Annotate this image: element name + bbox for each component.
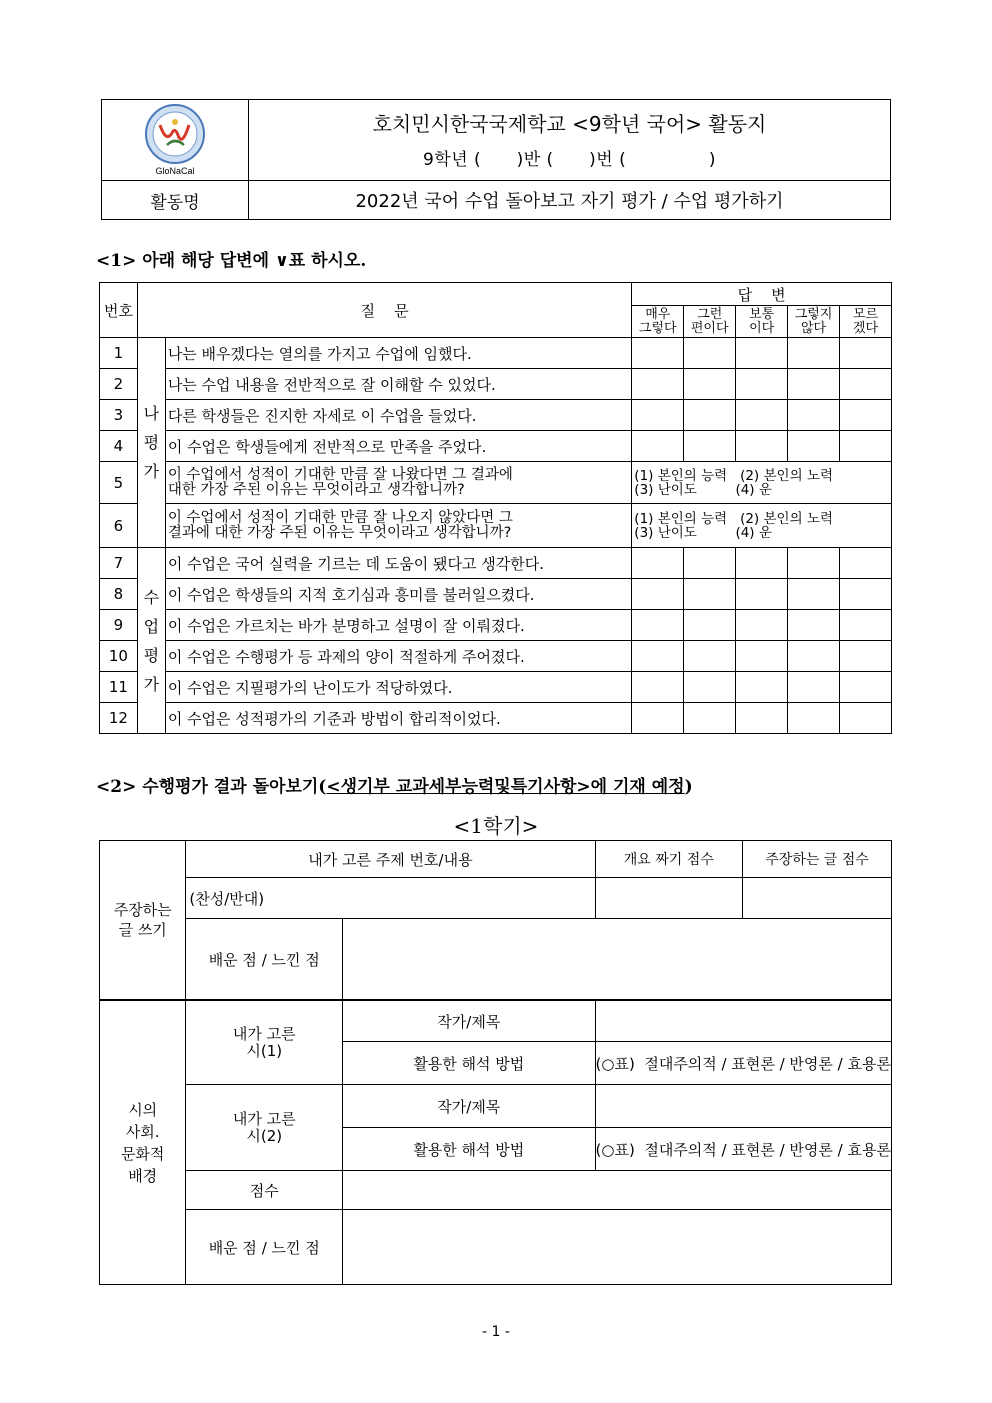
logo-caption: GloNaCal <box>155 166 195 176</box>
survey-row <box>100 672 892 703</box>
group-char: 나 <box>143 404 160 423</box>
answer-checkbox-cell[interactable] <box>632 703 684 734</box>
question-text: 이 수업에서 성적이 기대한 만큼 잘 나오지 않았다면 그 결과에 대한 가장 주된 이유는 무엇이라고 생각합니까? <box>165 504 631 548</box>
answer-checkbox-cell[interactable] <box>840 703 892 734</box>
answer-option-header: 그런 편이다 <box>684 306 736 338</box>
semester-heading: <1학기> <box>453 814 539 838</box>
answer-checkbox-cell[interactable] <box>840 641 892 672</box>
row-number: 5 <box>100 462 138 504</box>
survey-row <box>100 703 892 734</box>
answer-checkbox-cell[interactable] <box>788 338 840 369</box>
survey-row <box>100 548 892 579</box>
group-char: 평 <box>143 433 160 452</box>
answer-checkbox-cell[interactable] <box>632 548 684 579</box>
answer-checkbox-cell[interactable] <box>840 400 892 431</box>
answer-checkbox-cell[interactable] <box>632 579 684 610</box>
section2-title-underlined: <생기부 교과세부능력및특기사항>에 기재 예정 <box>326 777 685 797</box>
essay-score-field[interactable] <box>743 878 892 919</box>
answer-checkbox-cell[interactable] <box>840 338 892 369</box>
group-char: 가 <box>143 462 160 481</box>
group-char: 업 <box>143 616 160 636</box>
row-number: 7 <box>100 548 138 579</box>
survey-row <box>100 610 892 641</box>
student-info-line[interactable]: 9학년 ( )반 ( )번 ( ) <box>422 150 716 170</box>
answer-checkbox-cell[interactable] <box>632 400 684 431</box>
answer-checkbox-cell[interactable] <box>736 431 788 462</box>
answer-checkbox-cell[interactable] <box>788 672 840 703</box>
logo-cell <box>102 100 249 181</box>
answer-checkbox-cell[interactable] <box>684 548 736 579</box>
poem1-author-label: 작가/제목 <box>343 1000 595 1042</box>
answer-checkbox-cell[interactable] <box>840 369 892 400</box>
poem2-method-options[interactable]: (○표) 절대주의적 / 표현론 / 반영론 / 효용론 <box>595 1128 892 1171</box>
score-field[interactable] <box>343 1171 892 1210</box>
poem2-author-label: 작가/제목 <box>343 1085 595 1128</box>
survey-body <box>100 338 892 734</box>
question-text: 이 수업은 국어 실력을 기르는 데 도움이 됐다고 생각한다. <box>165 548 631 579</box>
question-text: 다른 학생들은 진지한 자세로 이 수업을 들었다. <box>165 400 631 431</box>
row-number: 12 <box>100 703 138 734</box>
answer-checkbox-cell[interactable] <box>840 610 892 641</box>
answer-checkbox-cell[interactable] <box>840 548 892 579</box>
answer-checkbox-cell[interactable] <box>736 338 788 369</box>
row-number: 9 <box>100 610 138 641</box>
learned2-label: 배운 점 / 느낀 점 <box>186 1210 343 1285</box>
learned2-field[interactable] <box>343 1210 892 1285</box>
answer-checkbox-cell[interactable] <box>632 369 684 400</box>
answer-checkbox-cell[interactable] <box>840 431 892 462</box>
header-table <box>101 99 891 220</box>
activity-name: 2022년 국어 수업 돌아보고 자기 평가 / 수업 평가하기 <box>249 181 891 220</box>
answer-option-header: 매우 그렇다 <box>632 306 684 338</box>
answer-checkbox-cell[interactable] <box>684 672 736 703</box>
title-cell <box>249 100 891 181</box>
survey-row <box>100 462 892 504</box>
answer-options-text[interactable]: (1) 본인의 능력 (2) 본인의 노력 (3) 난이도 (4) 운 <box>632 504 892 548</box>
answer-checkbox-cell[interactable] <box>840 579 892 610</box>
question-text: 이 수업은 학생들에게 전반적으로 만족을 주었다. <box>165 431 631 462</box>
answer-checkbox-cell[interactable] <box>788 610 840 641</box>
survey-row <box>100 338 892 369</box>
row-number: 3 <box>100 400 138 431</box>
answer-checkbox-cell[interactable] <box>684 641 736 672</box>
activity-label: 활동명 <box>102 181 249 220</box>
poem2-author-field[interactable] <box>595 1085 892 1128</box>
row-number: 6 <box>100 504 138 548</box>
answer-option-header: 보통 이다 <box>736 306 788 338</box>
stance-field[interactable]: (찬성/반대) <box>186 878 595 919</box>
learned-field[interactable] <box>343 919 892 1001</box>
survey-row <box>100 504 892 548</box>
group-char: 수 <box>143 587 160 607</box>
performance-table <box>99 840 892 1285</box>
row-number: 8 <box>100 579 138 610</box>
question-text: 이 수업은 가르치는 바가 분명하고 설명이 잘 이뤄졌다. <box>165 610 631 641</box>
learned-label: 배운 점 / 느낀 점 <box>186 919 343 1001</box>
poem-label: 시의 사회. 문화적 배경 <box>100 1000 186 1285</box>
school-title: 호치민시한국국제학교 <9학년 국어> 활동지 <box>372 112 767 136</box>
survey-row <box>100 400 892 431</box>
survey-row <box>100 579 892 610</box>
question-text: 이 수업은 지필평가의 난이도가 적당하였다. <box>165 672 631 703</box>
section2-title-prefix: <2> 수행평가 결과 돌아보기( <box>96 777 327 797</box>
answer-checkbox-cell[interactable] <box>788 400 840 431</box>
answer-option-header: 모르 겠다 <box>840 306 892 338</box>
answer-checkbox-cell[interactable] <box>736 369 788 400</box>
row-number: 4 <box>100 431 138 462</box>
poem1-author-field[interactable] <box>595 1000 892 1042</box>
answer-checkbox-cell[interactable] <box>684 610 736 641</box>
answer-checkbox-cell[interactable] <box>684 338 736 369</box>
answer-checkbox-cell[interactable] <box>736 703 788 734</box>
survey-table <box>99 282 892 734</box>
essay-label: 주장하는 글 쓰기 <box>100 841 186 1001</box>
answer-checkbox-cell[interactable] <box>684 400 736 431</box>
col-question-header: 질 문 <box>137 283 631 338</box>
answer-checkbox-cell[interactable] <box>788 369 840 400</box>
row-number: 11 <box>100 672 138 703</box>
page-number: - 1 - <box>482 1324 510 1340</box>
poem2-label: 내가 고른 시(2) <box>186 1085 343 1171</box>
answer-checkbox-cell[interactable] <box>632 641 684 672</box>
question-text: 나는 배우겠다는 열의를 가지고 수업에 임했다. <box>165 338 631 369</box>
answer-checkbox-cell[interactable] <box>632 610 684 641</box>
survey-row <box>100 369 892 400</box>
answer-checkbox-cell[interactable] <box>736 672 788 703</box>
answer-checkbox-cell[interactable] <box>788 641 840 672</box>
answer-checkbox-cell[interactable] <box>684 369 736 400</box>
answer-checkbox-cell[interactable] <box>788 703 840 734</box>
answer-checkbox-cell[interactable] <box>736 400 788 431</box>
section2-title-suffix: ) <box>684 777 693 797</box>
answer-checkbox-cell[interactable] <box>736 641 788 672</box>
question-text: 이 수업에서 성적이 기대한 만큼 잘 나왔다면 그 결과에 대한 가장 주된 이유는 무엇이라고 생각합니까? <box>165 462 631 504</box>
poem1-method-label: 활용한 해석 방법 <box>343 1042 595 1085</box>
answer-options-text[interactable]: (1) 본인의 능력 (2) 본인의 노력 (3) 난이도 (4) 운 <box>632 462 892 504</box>
section2-title <box>96 772 693 797</box>
answer-checkbox-cell[interactable] <box>788 579 840 610</box>
poem2-method-label: 활용한 해석 방법 <box>343 1128 595 1171</box>
survey-row <box>100 431 892 462</box>
question-text: 이 수업은 수행평가 등 과제의 양이 적절하게 주어졌다. <box>165 641 631 672</box>
group-self-eval <box>137 338 165 548</box>
group-char: 평 <box>143 645 160 665</box>
answer-checkbox-cell[interactable] <box>684 703 736 734</box>
row-number: 1 <box>100 338 138 369</box>
poem1-method-options[interactable]: (○표) 절대주의적 / 표현론 / 반영론 / 효용론 <box>595 1042 892 1085</box>
group-char: 가 <box>143 674 160 694</box>
question-text: 이 수업은 학생들의 지적 호기심과 흥미를 불러일으켰다. <box>165 579 631 610</box>
answer-checkbox-cell[interactable] <box>736 610 788 641</box>
answer-checkbox-cell[interactable] <box>684 431 736 462</box>
answer-checkbox-cell[interactable] <box>632 431 684 462</box>
school-logo-icon <box>142 103 208 167</box>
section1-title: <1> 아래 해당 답변에 ∨표 하시오. <box>96 251 367 271</box>
answer-option-header: 그렇지 않다 <box>788 306 840 338</box>
col-answer-header: 답 변 <box>632 283 892 306</box>
topic-header: 내가 고른 주제 번호/내용 <box>186 841 595 878</box>
survey-row <box>100 641 892 672</box>
answer-checkbox-cell[interactable] <box>632 338 684 369</box>
question-text: 나는 수업 내용을 전반적으로 잘 이해할 수 있었다. <box>165 369 631 400</box>
question-text: 이 수업은 성적평가의 기준과 방법이 합리적이었다. <box>165 703 631 734</box>
answer-checkbox-cell[interactable] <box>736 579 788 610</box>
group-class-eval <box>137 548 165 734</box>
col-number-header: 번호 <box>100 283 138 338</box>
answer-checkbox-cell[interactable] <box>788 431 840 462</box>
answer-checkbox-cell[interactable] <box>736 548 788 579</box>
outline-score-header: 개요 짜기 점수 <box>595 841 743 878</box>
answer-checkbox-cell[interactable] <box>840 672 892 703</box>
outline-score-field[interactable] <box>595 878 743 919</box>
answer-checkbox-cell[interactable] <box>788 548 840 579</box>
essay-score-header: 주장하는 글 점수 <box>743 841 892 878</box>
answer-checkbox-cell[interactable] <box>684 579 736 610</box>
row-number: 2 <box>100 369 138 400</box>
poem1-label: 내가 고른 시(1) <box>186 1000 343 1085</box>
row-number: 10 <box>100 641 138 672</box>
answer-checkbox-cell[interactable] <box>632 672 684 703</box>
score-label: 점수 <box>186 1171 343 1210</box>
